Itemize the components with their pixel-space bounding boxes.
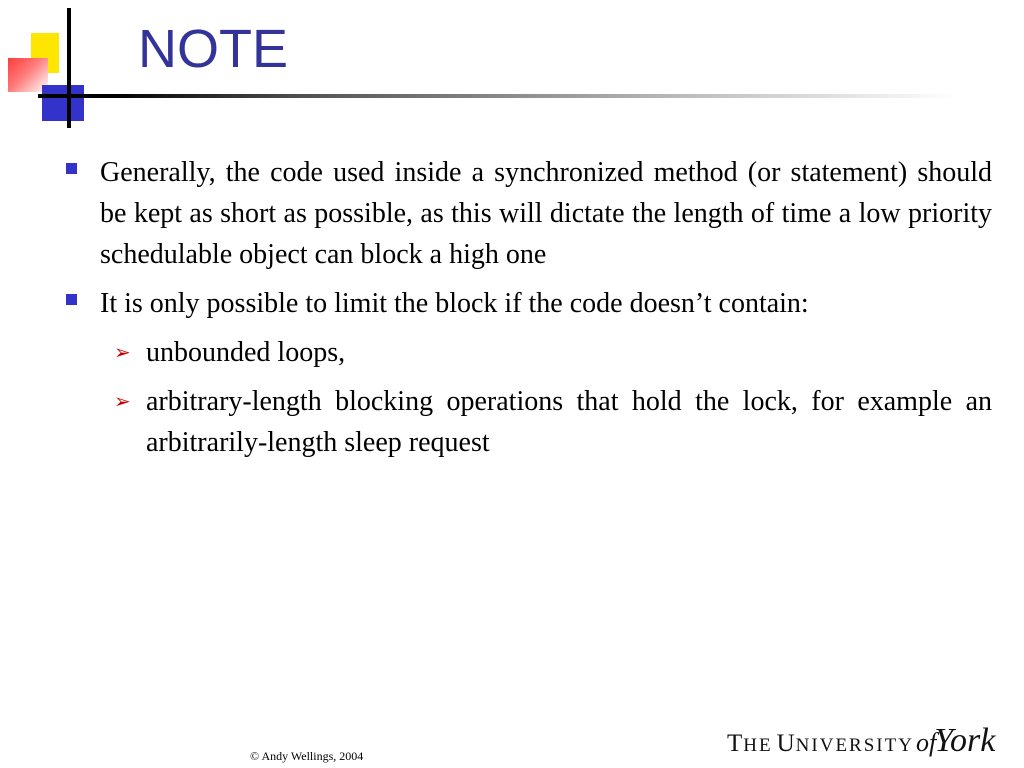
blue-square-bullet-icon (66, 163, 77, 174)
blue-square-decoration (42, 85, 84, 121)
arrowhead-bullet-icon: ➢ (114, 340, 131, 364)
vertical-rule (67, 8, 71, 128)
sub-bullet-text: unbounded loops, (146, 337, 346, 368)
sub-bullet-item (62, 332, 992, 373)
bullet-text: Generally, the code used inside a synchronized method (or statement) should be kept as short as possible, as this will dictate the length of time a low priority schedulable object can block a high one (100, 157, 992, 270)
copyright-notice: © Andy Wellings, 2004 (250, 749, 364, 763)
blue-square-bullet-icon (66, 294, 77, 305)
bullet-text: It is only possible to limit the block if the code doesn’t contain: (100, 288, 809, 319)
slide-body (62, 152, 992, 471)
slide-title: NOTE (138, 19, 289, 79)
arrowhead-bullet-icon: ➢ (114, 389, 131, 413)
sub-bullet-text: arbitrary-length blocking operations that hold the lock, for example an arbitrarily-length sleep request (146, 386, 992, 458)
bullet-item (62, 152, 992, 275)
university-logo: THE UNIVERSITYofYork (727, 722, 996, 759)
title-underline-rule (38, 94, 958, 98)
sub-bullet-item (62, 381, 992, 463)
bullet-item (62, 283, 992, 324)
